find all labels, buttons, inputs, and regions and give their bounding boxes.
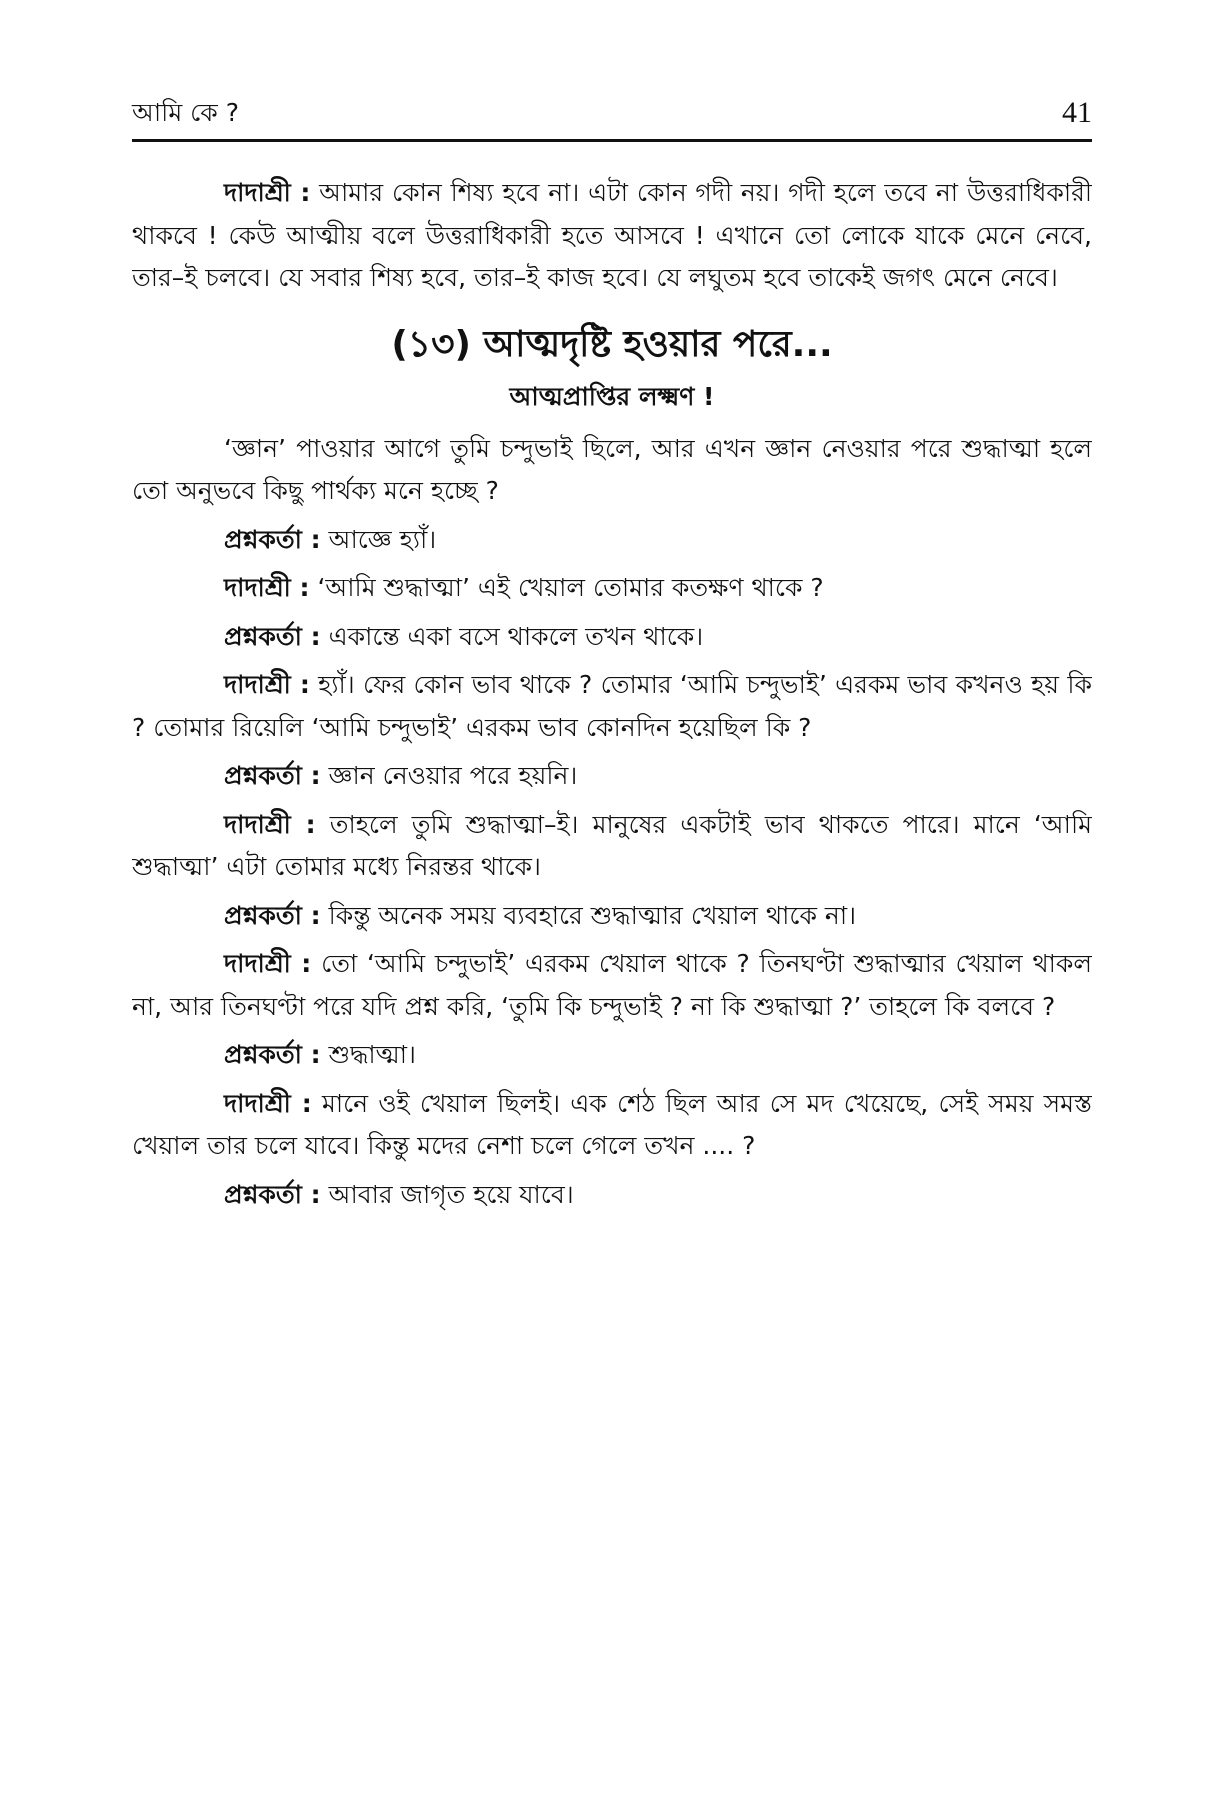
speaker-dadashri: দাদাশ্রী :	[224, 1088, 312, 1118]
paragraph-text: হ্যাঁ। ফের কোন ভাব থাকে ? তোমার ‘আমি চন্দুভাই’ এরকম ভাব কখনও হয় কি ? তোমার রিয়েলি ‘আমি চন্দুভাই’ এরকম ভাব কোনদিন হয়েছিল কি ?	[132, 670, 1092, 742]
paragraph-text: তো ‘আমি চন্দুভাই’ এরকম খেয়াল থাকে ? তিনঘণ্টা শুদ্ধাত্মার খেয়াল থাকল না, আর তিনঘণ্টা পরে যদি প্রশ্ন করি, ‘তুমি কি চন্দুভাই ? না কি শুদ্ধাত্মা ?’ তাহলে কি বলবে ?	[132, 949, 1092, 1021]
header-rule	[132, 139, 1092, 142]
page-number: 41	[1062, 96, 1092, 129]
paragraph-text: আবার জাগৃত হয়ে যাবে।	[328, 1179, 574, 1209]
paragraph	[132, 519, 1092, 562]
paragraph-text: জ্ঞান নেওয়ার পরে হয়নি।	[328, 761, 578, 790]
paragraph	[132, 616, 1092, 659]
paragraph-text: ‘জ্ঞান’ পাওয়ার আগে তুমি চন্দুভাই ছিলে, আর এখন জ্ঞান নেওয়ার পরে শুদ্ধাত্মা হলে তো অনুভবে কিছু পার্থক্য মনে হচ্ছে ?	[132, 433, 1092, 505]
section-subheading: আত্মপ্রাপ্তির লক্ষ্মণ !	[509, 381, 715, 411]
paragraph	[132, 895, 1092, 938]
paragraph-text: শুদ্ধাত্মা।	[328, 1040, 416, 1069]
paragraph-text: মানে ওই খেয়াল ছিলই। এক শেঠ ছিল আর সে মদ খেয়েছে, সেই সময় সমস্ত খেয়াল তার চলে যাবে। কিন্তু মদের নেশা চলে গেলে তখন .... ?	[132, 1088, 1092, 1160]
speaker-questioner: প্রশ্নকর্তা :	[224, 1040, 321, 1069]
speaker-questioner: প্রশ্নকর্তা :	[224, 761, 321, 790]
speaker-dadashri: দাদাশ্রী :	[224, 573, 310, 602]
section-heading: (১৩) আত্মদৃষ্টি হওয়ার পরে...	[391, 323, 833, 365]
paragraph-text: একান্তে একা বসে থাকলে তখন থাকে।	[328, 621, 704, 651]
paragraph	[132, 1083, 1092, 1168]
speaker-dadashri: দাদাশ্রী :	[224, 809, 316, 839]
speaker-questioner: প্রশ্নকর্তা :	[224, 900, 321, 930]
paragraph-text: আমার কোন শিষ্য হবে না। এটা কোন গদী নয়। গদী হলে তবে না উত্তরাধিকারী থাকবে ! কেউ আত্মীয় বলে উত্তরাধিকারী হতে আসবে ! এখানে তো লোকে যাকে মেনে নেবে, তার–ই চলবে। যে সবার শিষ্য হবে, তার–ই কাজ হবে। যে লঘুতম হবে তাকেই জগৎ মেনে নেবে।	[132, 178, 1092, 292]
paragraph-text: কিন্তু অনেক সময় ব্যবহারে শুদ্ধাত্মার খেয়াল থাকে না।	[328, 900, 857, 930]
paragraph	[132, 943, 1092, 1028]
speaker-questioner: প্রশ্নকর্তা :	[224, 621, 321, 651]
speaker-questioner: প্রশ্নকর্তা :	[224, 1179, 321, 1209]
page-header	[132, 96, 1092, 142]
speaker-dadashri: দাদাশ্রী :	[224, 670, 310, 699]
page-body	[132, 172, 1092, 1672]
paragraph	[132, 1034, 1092, 1077]
paragraph-text: ‘আমি শুদ্ধাত্মা’ এই খেয়াল তোমার কতক্ষণ থাকে ?	[317, 573, 824, 602]
paragraph	[132, 755, 1092, 798]
speaker-questioner: প্রশ্নকর্তা :	[224, 524, 321, 554]
running-title: আমি কে ?	[132, 98, 239, 127]
paragraph	[132, 804, 1092, 889]
paragraph	[132, 172, 1092, 300]
paragraph-text: আজ্ঞে হ্যাঁ।	[328, 524, 437, 554]
paragraph	[132, 567, 1092, 610]
paragraph	[132, 664, 1092, 749]
speaker-dadashri: দাদাশ্রী :	[224, 949, 312, 978]
paragraph	[132, 1174, 1092, 1217]
speaker-dadashri: দাদাশ্রী :	[224, 178, 311, 207]
paragraph	[132, 428, 1092, 513]
paragraph-text: তাহলে তুমি শুদ্ধাত্মা–ই। মানুষের একটাই ভাব থাকতে পারে। মানে ‘আমি শুদ্ধাত্মা’ এটা তোমার মধ্যে নিরন্তর থাকে।	[132, 809, 1092, 881]
